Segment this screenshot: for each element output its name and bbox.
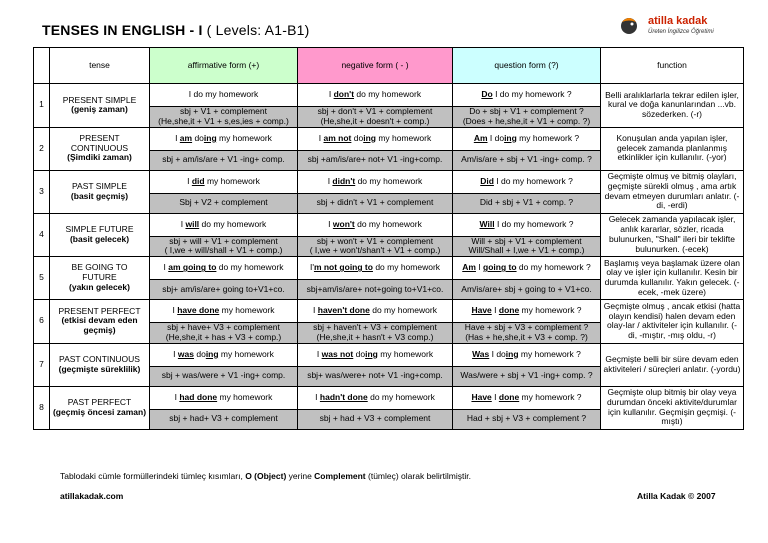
tense-turkish: (yakın gelecek)	[69, 281, 130, 292]
example-part: I	[315, 391, 320, 402]
example-part: ing	[363, 132, 376, 143]
example-part: Do	[481, 89, 493, 100]
function-description: Geçmişte olmuş ve bitmiş olayları, geçmişte sürekli olmuş , ama artık devam etmeyen durumları anlatır. (-di, -erdi)	[601, 170, 744, 213]
affirmative-example	[150, 213, 298, 236]
formula-line: Had + sbj + V3 + complement ?	[466, 413, 587, 424]
question-example	[453, 343, 601, 366]
tense-turkish: (etkisi devam eden geçmiş)	[61, 315, 138, 336]
table-row	[34, 84, 744, 107]
tense-turkish: (Şimdiki zaman)	[67, 152, 132, 163]
example-part: do my homework ?	[516, 262, 591, 273]
negative-formula	[298, 366, 453, 386]
logo-name: atilla kadak	[648, 15, 708, 27]
example-part: do my homework	[354, 89, 422, 100]
tense-name	[50, 213, 150, 257]
formula-line: Am/is/are+ sbj + going to + V1+co.	[461, 283, 592, 294]
function-description: Konuşulan anda yapılan işler, gelecek zamanda planlanmış etkinlikler için kullanılır. (-yor)	[601, 127, 744, 170]
tense-turkish: (geçmişte süreklilik)	[58, 363, 141, 374]
table-row	[34, 300, 744, 323]
question-formula	[453, 366, 601, 386]
example-part: was not	[321, 348, 354, 359]
formula-line: sbj + was/were + V1 -ing+ comp.	[161, 370, 286, 381]
footnote-object: O (Object)	[245, 471, 287, 481]
example-part: I	[172, 305, 178, 316]
example-part: I	[475, 262, 484, 273]
row-number: 4	[34, 213, 50, 257]
logo-bird-icon	[618, 14, 640, 36]
tense-name	[50, 386, 150, 429]
example-part: am going to	[168, 262, 217, 273]
formula-line: Will + sbj + V1 + complement	[471, 236, 582, 246]
question-example	[453, 386, 601, 409]
example-part: I	[491, 305, 499, 316]
formula-line: sbj + will + V1 + complement	[169, 236, 278, 246]
negative-formula	[298, 150, 453, 170]
question-example	[453, 300, 601, 323]
example-part: won't	[332, 218, 355, 229]
example-part: do	[192, 132, 204, 143]
negative-example	[298, 213, 453, 236]
footnote-text-end: (tümleç) olarak belirtilmiştir.	[365, 471, 471, 481]
question-formula	[453, 409, 601, 429]
tense-turkish: (basit gelecek)	[69, 233, 130, 244]
function-description: Belli aralıklarlarla tekrar edilen işler, kural ve doğa kanunlarından ...vb. sözederken. (-r)	[601, 84, 744, 128]
tense-name	[50, 300, 150, 344]
header-affirmative: affirmative form (+)	[150, 48, 298, 84]
affirmative-formula	[150, 193, 298, 213]
example-part: ing	[203, 132, 217, 143]
footnote-text: Tablodaki cümle formüllerindeki tümleç kısımları,	[60, 471, 246, 481]
title-levels: ( Levels: A1-B1)	[206, 22, 310, 38]
affirmative-formula	[150, 150, 298, 170]
example-part: do my homework	[199, 218, 267, 229]
header-question: question form (?)	[453, 48, 601, 84]
formula-line: (He,she,it + doesn't + comp.)	[320, 115, 430, 126]
affirmative-example	[150, 170, 298, 193]
example-part: my homework	[377, 348, 434, 359]
tense-name	[50, 84, 150, 128]
question-formula	[453, 107, 601, 128]
example-part: do	[351, 132, 364, 143]
example-part: my homework	[218, 348, 274, 359]
tense-name	[50, 127, 150, 170]
header-function: function	[601, 48, 744, 84]
formula-line: sbj+ am/is/are+ going to+V1+co.	[162, 283, 285, 294]
example-part: my homework ?	[519, 391, 582, 402]
example-part: done	[498, 391, 520, 402]
negative-example	[298, 343, 453, 366]
negative-example	[298, 127, 453, 150]
example-part: I	[313, 305, 318, 316]
tense-label: SIMPLE FUTURE	[65, 224, 134, 235]
question-formula	[453, 193, 601, 213]
negative-example	[298, 257, 453, 280]
example-part: do my homework	[367, 391, 435, 402]
formula-line: sbj + have+ V3 + complement	[167, 322, 280, 333]
formula-line: (Does + he,she,it + V1 + comp. ?)	[462, 115, 591, 126]
formula-line: sbj+ was/were+ not+ V1 -ing+comp.	[307, 370, 443, 381]
header-negative: negative form ( - )	[298, 48, 453, 84]
formula-line: (He,she,it + has + V3 + comp.)	[165, 331, 282, 342]
example-part: I	[173, 348, 178, 359]
brand-logo	[618, 12, 748, 46]
question-formula	[453, 280, 601, 300]
row-number: 3	[34, 170, 50, 213]
formula-line: ( I,we + won't/shan't + V1 + comp.)	[309, 245, 441, 256]
example-part: I	[316, 348, 322, 359]
negative-formula	[298, 236, 453, 257]
example-part: have done	[177, 305, 220, 316]
example-part: ing	[365, 348, 378, 359]
tense-label: PRESENT	[79, 132, 120, 143]
formula-line: Did + sbj + V1 + comp. ?	[479, 197, 574, 208]
affirmative-example	[150, 343, 298, 366]
affirmative-example	[150, 386, 298, 409]
footer-website: atillakadak.com	[60, 491, 124, 501]
table-row	[34, 257, 744, 280]
question-formula	[453, 323, 601, 344]
example-part: going to	[483, 262, 517, 273]
affirmative-example	[150, 127, 298, 150]
formula-line: (Has + he,she,it + V3 + comp. ?)	[465, 331, 588, 342]
affirmative-example	[150, 300, 298, 323]
example-part: I	[328, 89, 334, 100]
function-description: Geçmişte olup bitmiş bir olay veya durumdan önceki aktivite/durumlar için kullanılır. Geçmişin geçmişi. (-mıştı)	[601, 386, 744, 429]
function-description: Geçmişte belli bir süre devam eden aktiviteleri / süreçleri anlatır. (-yordu)	[601, 343, 744, 386]
example-part: my homework	[219, 305, 275, 316]
example-part: Am	[473, 132, 488, 143]
tense-label: FUTURE	[82, 272, 117, 283]
table-row	[34, 213, 744, 236]
table-row	[34, 170, 744, 193]
footer-copyright: Atilla Kadak © 2007	[637, 491, 716, 501]
example-part: m not going to	[313, 262, 373, 273]
negative-formula	[298, 107, 453, 128]
formula-line: Am/is/are + sbj + V1 -ing+ comp. ?	[461, 154, 592, 165]
tense-label: PAST SIMPLE	[72, 180, 127, 191]
function-description: Gelecek zamanda yapılacak işler, anlık kararlar, sözler, ricada bulunurken, "Shall" ileri bir teklifte bulunurken. (-ecek)	[601, 213, 744, 257]
tense-name	[50, 170, 150, 213]
formula-line: sbj + won't + V1 + complement	[316, 236, 434, 246]
example-part: ing	[505, 348, 519, 359]
tense-label: PAST PERFECT	[67, 396, 132, 407]
negative-formula	[298, 323, 453, 344]
example-part: I do my homework ?	[494, 218, 574, 229]
formula-line: sbj + V1 + complement	[180, 106, 267, 116]
example-part: ing	[205, 348, 219, 359]
question-formula	[453, 150, 601, 170]
example-part: do	[193, 348, 206, 359]
example-part: done	[498, 305, 520, 316]
tense-label: CONTINUOUS	[70, 142, 129, 153]
formula-line: (He,she,it + V1 + s,es,ies + comp.)	[158, 115, 289, 126]
affirmative-example	[150, 84, 298, 107]
formula-line: ( I,we + will/shall + V1 + comp.)	[164, 245, 283, 256]
formula-line: sbj + had+ V3 + complement	[169, 413, 278, 424]
title-main: TENSES IN ENGLISH - I	[42, 22, 203, 38]
example-part: I do my homework	[188, 89, 259, 100]
affirmative-formula	[150, 107, 298, 128]
formula-line: Was/were + sbj + V1 -ing+ comp. ?	[460, 370, 593, 381]
tense-name	[50, 257, 150, 300]
tense-name	[50, 343, 150, 386]
formula-line: Will/Shall + I,we + V1 + comp.)	[468, 245, 585, 256]
tense-label: PAST CONTINUOUS	[59, 353, 140, 364]
header-tense: tense	[50, 48, 150, 84]
table-row	[34, 127, 744, 150]
formula-line: Do + sbj + V1 + complement ?	[469, 106, 584, 116]
affirmative-example	[150, 257, 298, 280]
question-formula	[453, 236, 601, 257]
tense-turkish: (basit geçmiş)	[70, 190, 129, 201]
table-row	[34, 386, 744, 409]
footnote-text-mid: yerine	[286, 471, 315, 481]
example-part: Am	[462, 262, 476, 273]
example-part: ing	[504, 132, 517, 143]
example-part: I	[187, 175, 192, 186]
question-example	[453, 257, 601, 280]
formula-line: sbj + didn't + V1 + complement	[316, 197, 434, 208]
tense-turkish: (geniş zaman)	[71, 104, 128, 115]
example-part: I	[163, 262, 169, 273]
negative-formula	[298, 409, 453, 429]
row-number: 7	[34, 343, 50, 386]
example-part: do my homework	[372, 262, 441, 273]
example-part: I	[318, 132, 324, 143]
example-part: my homework ?	[519, 305, 582, 316]
example-part: do my homework	[355, 175, 423, 186]
row-number: 8	[34, 386, 50, 429]
example-part: I'	[309, 262, 314, 273]
example-part: hadn't done	[319, 391, 368, 402]
row-number: 1	[34, 84, 50, 128]
example-part: Will	[479, 218, 495, 229]
table-row	[34, 343, 744, 366]
tense-label: PRESENT SIMPLE	[62, 94, 137, 105]
tenses-table	[33, 47, 744, 430]
example-part: I	[174, 391, 180, 402]
affirmative-formula	[150, 236, 298, 257]
footnote	[60, 471, 471, 481]
example-part: Did	[480, 175, 494, 186]
question-example	[453, 127, 601, 150]
example-part: my homework	[204, 175, 260, 186]
footnote-complement: Complement	[314, 471, 366, 481]
function-description: Başlamış veya başlamak üzere olan olay ve işler için kullanılır. Kesin bir durumda kullanılır. Yakın gelecek. (-ecek, -mek üzere)	[601, 257, 744, 300]
example-part: do my homework	[369, 305, 437, 316]
logo-tagline: Üreten İngilizce Öğretimi	[648, 29, 714, 35]
negative-formula	[298, 280, 453, 300]
example-part: do my homework	[216, 262, 284, 273]
tense-label: BE GOING TO	[71, 262, 128, 273]
negative-example	[298, 300, 453, 323]
affirmative-formula	[150, 323, 298, 344]
affirmative-formula	[150, 409, 298, 429]
example-part: I	[491, 391, 499, 402]
affirmative-formula	[150, 280, 298, 300]
formula-line: sbj + don't + V1 + complement	[317, 106, 433, 116]
negative-example	[298, 386, 453, 409]
row-number: 2	[34, 127, 50, 170]
example-part: my homework	[217, 391, 273, 402]
question-example	[453, 84, 601, 107]
example-part: I	[175, 132, 180, 143]
header-row	[34, 48, 744, 84]
header-blank	[34, 48, 50, 84]
page-title	[42, 22, 309, 38]
example-part: did	[191, 175, 205, 186]
negative-formula	[298, 193, 453, 213]
example-part: I do	[489, 348, 506, 359]
formula-line: sbj + had + V3 + complement	[319, 413, 431, 424]
row-number: 6	[34, 300, 50, 344]
formula-line: sbj +am/is/are+ not+ V1 -ing+comp.	[307, 154, 443, 165]
affirmative-formula	[150, 366, 298, 386]
example-part: Have	[471, 391, 492, 402]
example-part: was	[177, 348, 194, 359]
example-part: am not	[323, 132, 352, 143]
example-part: am	[179, 132, 193, 143]
example-part: I	[328, 218, 333, 229]
example-part: didn't	[332, 175, 356, 186]
formula-line: Have + sbj + V3 + complement ?	[464, 322, 589, 333]
example-part: my homework ?	[518, 348, 581, 359]
tense-label: PRESENT PERFECT	[58, 305, 141, 316]
formula-line: (He,she,it + hasn't + V3 comp.)	[316, 331, 434, 342]
question-example	[453, 213, 601, 236]
example-part: Was	[472, 348, 490, 359]
example-part: do	[353, 348, 366, 359]
example-part: do my homework	[354, 218, 422, 229]
example-part: don't	[333, 89, 355, 100]
example-part: I	[180, 218, 186, 229]
example-part: my homework	[216, 132, 272, 143]
row-number: 5	[34, 257, 50, 300]
example-part: my homework	[375, 132, 432, 143]
function-description: Geçmişte olmuş , ancak etkisi (hatta olayın kendisi) halen devam eden olay-lar / aktiviteler için kullanılır. (-di, -mıştır, -mış oldu, -r)	[601, 300, 744, 344]
formula-line: sbj + haven't + V3 + complement	[313, 322, 437, 333]
example-part: my homework ?	[516, 132, 580, 143]
example-part: I	[327, 175, 333, 186]
example-part: haven't done	[317, 305, 370, 316]
question-example	[453, 170, 601, 193]
formula-line: sbj+am/is/are+ not+going to+V1+co.	[306, 283, 444, 294]
example-part: I do	[487, 132, 505, 143]
negative-example	[298, 84, 453, 107]
negative-example	[298, 170, 453, 193]
formula-line: sbj + am/is/are + V1 -ing+ comp.	[162, 154, 285, 165]
formula-line: Sbj + V2 + complement	[179, 197, 268, 208]
example-part: I do my homework ?	[492, 89, 572, 100]
example-part: I do my homework ?	[493, 175, 573, 186]
example-part: will	[185, 218, 200, 229]
tense-turkish: (geçmiş öncesi zaman)	[52, 406, 147, 417]
example-part: had done	[179, 391, 218, 402]
example-part: Have	[471, 305, 492, 316]
